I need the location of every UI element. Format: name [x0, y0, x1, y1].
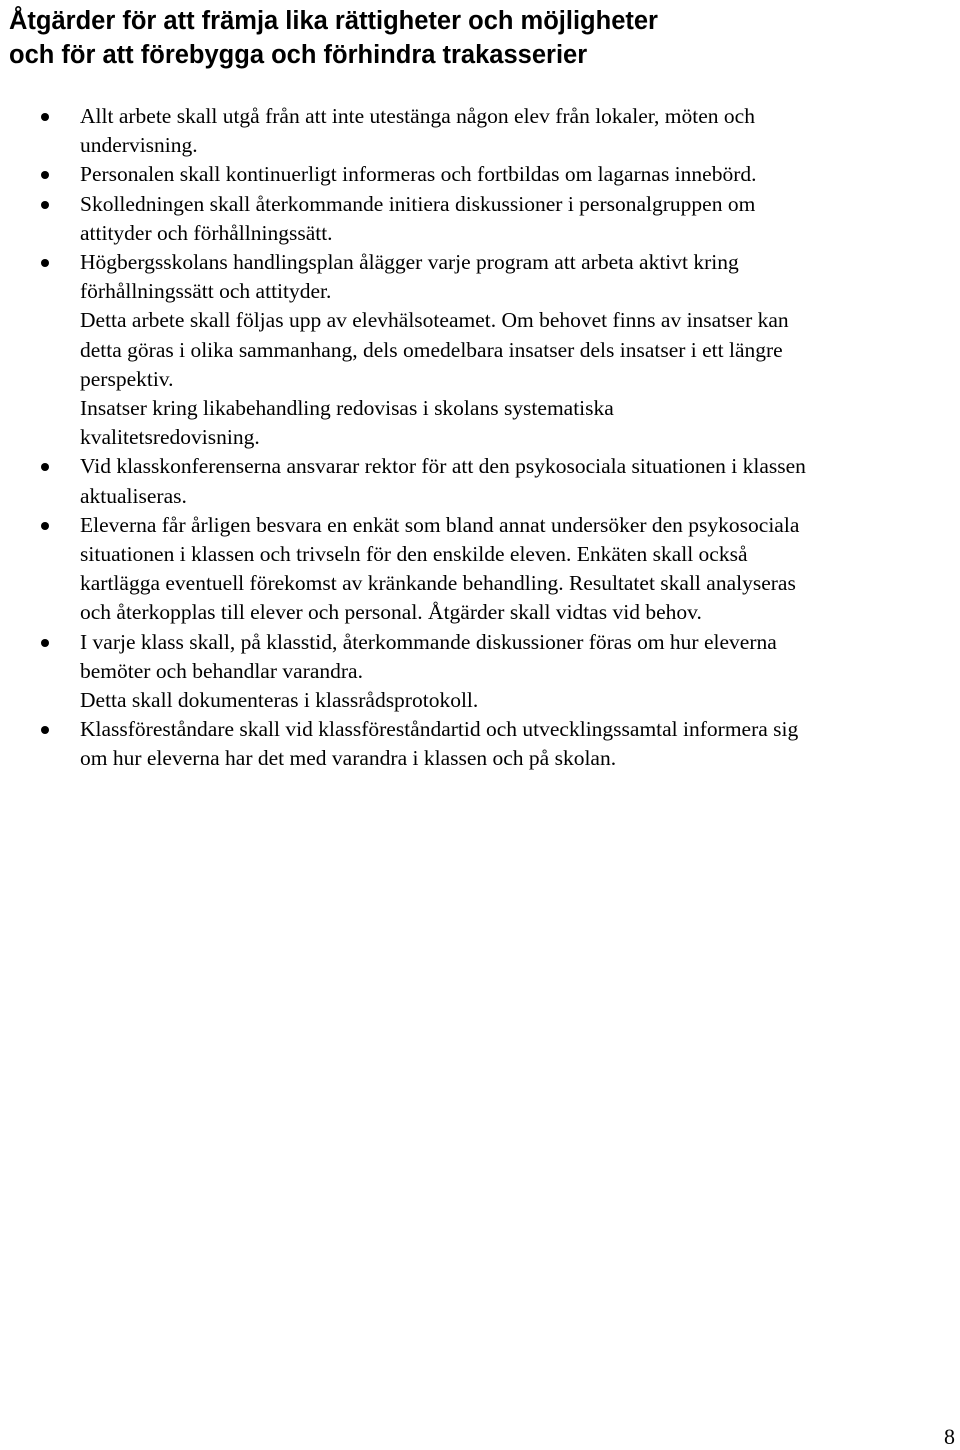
- list-item-line: Personalen skall kontinuerligt informeras och fortbildas om lagarnas innebörd.: [80, 162, 757, 187]
- list-item-line: undervisning.: [80, 133, 198, 158]
- list-item: [0, 190, 942, 248]
- bullet-icon: [41, 171, 49, 179]
- list-item: [0, 452, 942, 510]
- list-item-line: Insatser kring likabehandling redovisas i skolans systematiska: [80, 396, 614, 421]
- list-item-line: perspektiv.: [80, 366, 174, 391]
- list-item-line: kvalitetsredovisning.: [80, 425, 260, 450]
- bullet-icon: [41, 463, 49, 471]
- list-item-line: bemöter och behandlar varandra.: [80, 658, 363, 683]
- list-item-line: detta göras i olika sammanhang, dels omedelbara insatser dels insatser i ett längre: [80, 337, 783, 362]
- list-item: [0, 102, 942, 160]
- bullet-icon: [41, 201, 49, 209]
- list-item-line: förhållningssätt och attityder.: [80, 279, 332, 304]
- bullet-list: [0, 102, 960, 774]
- list-item-line: kartlägga eventuell förekomst av kränkande behandling. Resultatet skall analyseras: [80, 571, 796, 596]
- list-item-line: situationen i klassen och trivseln för den enskilde eleven. Enkäten skall också: [80, 542, 748, 567]
- list-item-line: Detta arbete skall följas upp av elevhälsoteamet. Om behovet finns av insatser kan: [80, 308, 789, 333]
- list-item-line: Skolledningen skall återkommande initiera diskussioner i personalgruppen om: [80, 191, 756, 216]
- page-title: [9, 4, 909, 72]
- bullet-icon: [41, 113, 49, 121]
- bullet-icon: [41, 259, 49, 267]
- list-item-line: Högbergsskolans handlingsplan ålägger varje program att arbeta aktivt kring: [80, 250, 739, 275]
- bullet-icon: [41, 726, 49, 734]
- list-item-line: Detta skall dokumenteras i klassrådsprotokoll.: [80, 688, 479, 713]
- list-item: [0, 160, 942, 189]
- list-item-line: om hur eleverna har det med varandra i klassen och på skolan.: [80, 746, 617, 771]
- list-item-line: Vid klasskonferenserna ansvarar rektor för att den psykosociala situationen i klassen: [80, 454, 806, 479]
- list-item-line: I varje klass skall, på klasstid, återkommande diskussioner föras om hur eleverna: [80, 629, 777, 654]
- page-number: 8: [944, 1424, 955, 1449]
- list-item-line: aktualiseras.: [80, 483, 187, 508]
- bullet-icon: [41, 522, 49, 530]
- page-title-line-2: och för att förebygga och förhindra trakasserier: [9, 41, 588, 69]
- list-item: [0, 248, 942, 452]
- list-item: [0, 628, 942, 716]
- list-item-line: attityder och förhållningssätt.: [80, 220, 333, 245]
- list-item: [0, 715, 942, 773]
- bullet-icon: [41, 639, 49, 647]
- list-item-line: Allt arbete skall utgå från att inte utestänga någon elev från lokaler, möten och: [80, 104, 755, 128]
- list-item-line: Klassföreståndare skall vid klassföreståndartid och utvecklingssamtal informera sig: [80, 717, 799, 742]
- page-title-line-1: Åtgärder för att främja lika rättigheter och möjligheter: [9, 7, 658, 35]
- list-item-line: Eleverna får årligen besvara en enkät som bland annat undersöker den psykosociala: [80, 512, 800, 537]
- list-item-line: och återkopplas till elever och personal. Åtgärder skall vidtas vid behov.: [80, 600, 702, 625]
- list-item: [0, 511, 942, 628]
